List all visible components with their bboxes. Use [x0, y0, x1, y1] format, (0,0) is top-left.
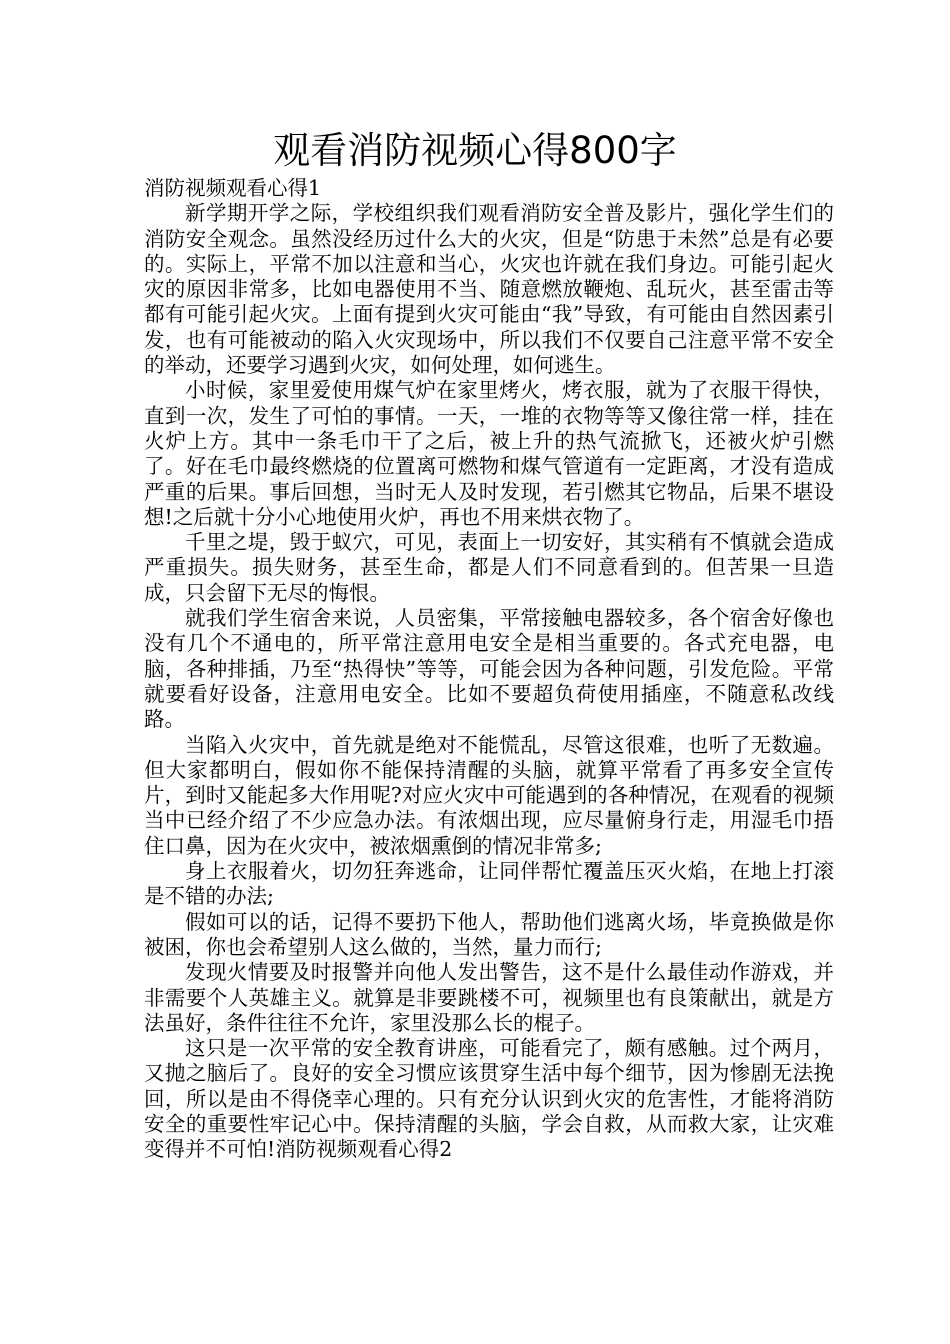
paragraph: 新学期开学之际，学校组织我们观看消防安全普及影片，强化学生们的消防安全观念。虽然没经历过什么大的火灾，但是“防患于未然”总是有必要的。实际上，平常不加以注意和当心，火灾也许就在我们身边。可能引起火灾的原因非常多，比如电器使用不当、随意燃放鞭炮、乱玩火，甚至雷击等都有可能引起火灾。上面有提到火灾可能由“我”导致，有可能由自然因素引发，也有可能被动的陷入火灾现场中，所以我们不仅要自己注意平常不安全的举动，还要学习遇到火灾，如何处理，如何逃生。	[144, 201, 834, 378]
section-heading: 消防视频观看心得1	[144, 176, 322, 200]
paragraph: 小时候，家里爱使用煤气炉在家里烤火，烤衣服，就为了衣服干得快，直到一次，发生了可怕的事情。一天，一堆的衣物等等又像往常一样，挂在火炉上方。其中一条毛巾干了之后，被上升的热气流掀飞，还被火炉引燃了。好在毛巾最终燃烧的位置离可燃物和煤气管道有一定距离，才没有造成严重的后果。事后回想，当时无人及时发现，若引燃其它物品，后果不堪设想!之后就十分小心地使用火炉，再也不用来烘衣物了。	[144, 378, 834, 529]
document-title: 观看消防视频心得800字	[273, 129, 677, 172]
paragraph: 身上衣服着火，切勿狂奔逃命，让同伴帮忙覆盖压灭火焰，在地上打滚是不错的办法;	[144, 859, 834, 909]
paragraph: 假如可以的话，记得不要扔下他人，帮助他们逃离火场，毕竟换做是你被困，你也会希望别人这么做的，当然，量力而行;	[144, 909, 834, 959]
paragraph: 千里之堤，毁于蚁穴，可见，表面上一切安好，其实稍有不慎就会造成严重损失。损失财务，甚至生命，都是人们不同意看到的。但苦果一旦造成，只会留下无尽的悔恨。	[144, 530, 834, 605]
document-body	[144, 176, 834, 1163]
paragraph: 这只是一次平常的安全教育讲座，可能看完了，颇有感触。过个两月，又抛之脑后了。良好的安全习惯应该贯穿生活中每个细节，因为惨剧无法挽回，所以是由不得侥幸心理的。只有充分认识到火灾的危害性，才能将消防安全的重要性牢记心中。保持清醒的头脑，学会自救，从而救大家，让灾难变得并不可怕!消防视频观看心得2	[144, 1036, 834, 1162]
paragraph: 发现火情要及时报警并向他人发出警告，这不是什么最佳动作游戏，并非需要个人英雄主义。就算是非要跳楼不可，视频里也有良策献出，就是方法虽好，条件往往不允许，家里没那么长的棍子。	[144, 960, 834, 1035]
paragraph: 当陷入火灾中，首先就是绝对不能慌乱，尽管这很难，也听了无数遍。但大家都明白，假如你不能保持清醒的头脑，就算平常看了再多安全宣传片，到时又能起多大作用呢?对应火灾中可能遇到的各种情况，在观看的视频当中已经介绍了不少应急办法。有浓烟出现，应尽量俯身行走，用湿毛巾捂住口鼻，因为在火灾中，被浓烟熏倒的情况非常多;	[144, 732, 834, 858]
paragraph: 就我们学生宿舍来说，人员密集，平常接触电器较多，各个宿舍好像也没有几个不通电的，所平常注意用电安全是相当重要的。各式充电器，电脑，各种排插，乃至“热得快”等等，可能会因为各种问题，引发危险。平常就要看好设备，注意用电安全。比如不要超负荷使用插座，不随意私改线路。	[144, 606, 834, 732]
